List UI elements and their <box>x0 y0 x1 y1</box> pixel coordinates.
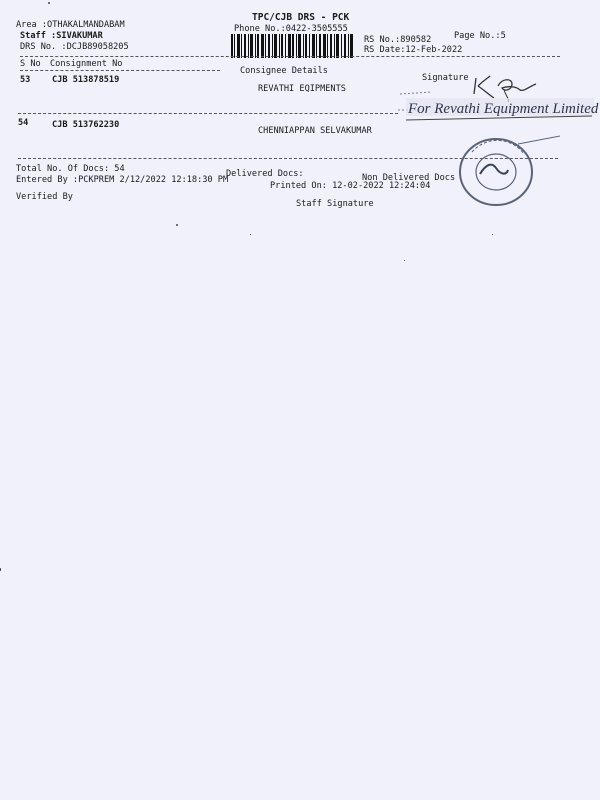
barcode <box>231 34 353 58</box>
row-consignee: CHENNIAPPAN SELVAKUMAR <box>258 126 372 136</box>
speck <box>250 234 251 235</box>
row-consignment: CJB 513878519 <box>52 75 120 85</box>
row-consignment: CJB 513762230 <box>52 120 120 130</box>
company-stamp <box>392 80 600 132</box>
row-consignee: REVATHI EQIPMENTS <box>258 84 346 94</box>
round-seal-stamp <box>452 134 562 210</box>
divider <box>20 70 220 71</box>
printed-on: Printed On: 12-02-2022 12:24:04 <box>270 181 431 191</box>
rs-number: RS No.:890582 <box>364 35 432 45</box>
staff-label: Staff :SIVAKUMAR <box>20 31 103 41</box>
column-sno: S No <box>20 59 41 69</box>
page-number: Page No.:5 <box>454 31 506 41</box>
area-label: Area :OTHAKALMANDABAM <box>16 20 125 30</box>
entered-by: Entered By :PCKPREM 2/12/2022 12:18:30 PM <box>16 175 229 185</box>
row-sno: 53 <box>20 75 31 85</box>
delivered-docs: Delivered Docs: <box>226 169 304 179</box>
svg-text:For Revathi Equipment Limited: For Revathi Equipment Limited <box>408 101 599 117</box>
staff-signature: Staff Signature <box>296 199 374 209</box>
drs-number: DRS No. :DCJB89058205 <box>20 42 129 52</box>
rs-date: RS Date:12-Feb-2022 <box>364 45 463 55</box>
speck <box>48 2 50 4</box>
total-docs: Total No. Of Docs: 54 <box>16 164 125 174</box>
non-delivered-docs: Non Delivered Docs <box>362 173 456 183</box>
verified-by: Verified By <box>16 192 73 202</box>
divider <box>20 56 560 57</box>
speck <box>492 234 493 235</box>
column-consignment: Consignment No <box>50 59 123 69</box>
speck <box>176 224 178 226</box>
speck <box>404 260 405 261</box>
column-consignee: Consignee Details <box>240 66 328 76</box>
document-title: TPC/CJB DRS - PCK <box>252 12 350 23</box>
phone-number: Phone No.:0422-3505555 <box>234 24 348 34</box>
row-sno: 54 <box>18 118 29 128</box>
column-signature: Signature <box>422 73 469 83</box>
speck <box>0 568 1 571</box>
divider <box>18 113 398 114</box>
